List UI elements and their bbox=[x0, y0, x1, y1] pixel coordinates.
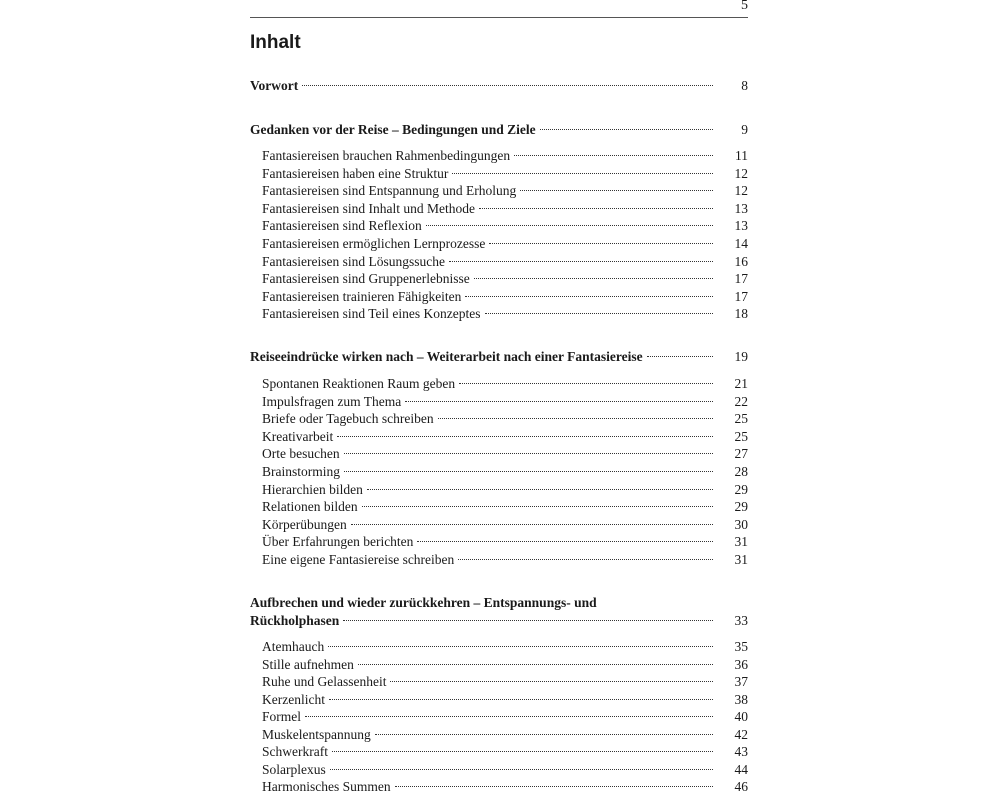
toc-item-label: Solarplexus bbox=[262, 761, 326, 777]
toc-entry-vorwort bbox=[250, 77, 748, 95]
dot-leader bbox=[358, 664, 713, 665]
dot-leader bbox=[328, 646, 713, 647]
toc-section-label: Gedanken vor der Reise – Bedingungen und Ziele bbox=[250, 122, 536, 137]
toc-section-3-line1: Aufbrechen und wieder zurückkehren – Entspannungs- und bbox=[250, 595, 597, 610]
toc-page-number: 33 bbox=[734, 613, 748, 628]
toc-page-number: 18 bbox=[734, 306, 748, 322]
toc-item bbox=[262, 375, 748, 393]
toc-page bbox=[250, 0, 748, 800]
toc-item bbox=[262, 235, 748, 253]
toc-item-label: Fantasiereisen sind Entspannung und Erholung bbox=[262, 183, 517, 199]
toc-item-label: Harmonisches Summen bbox=[262, 779, 391, 794]
toc-item-label: Kerzenlicht bbox=[262, 691, 325, 707]
toc-page-number: 17 bbox=[734, 271, 748, 287]
toc-item bbox=[262, 691, 748, 709]
toc-item bbox=[262, 200, 748, 218]
dot-leader bbox=[520, 190, 713, 191]
toc-item-label: Atemhauch bbox=[262, 639, 325, 654]
toc-item bbox=[262, 165, 748, 183]
toc-item-label: Fantasiereisen sind Teil eines Konzeptes bbox=[262, 306, 481, 322]
toc-page-number: 42 bbox=[734, 726, 748, 742]
toc-page-number: 25 bbox=[734, 428, 748, 444]
toc-page-number: 12 bbox=[734, 165, 748, 181]
toc-item-label: Eine eigene Fantasiereise schreiben bbox=[262, 552, 455, 567]
toc-page-number: 43 bbox=[734, 744, 748, 759]
toc-item bbox=[262, 217, 748, 235]
toc-page-number: 13 bbox=[734, 218, 748, 234]
toc-page-number: 14 bbox=[734, 236, 748, 251]
toc-section-label: Rückholphasen bbox=[250, 613, 340, 628]
dot-leader bbox=[329, 699, 713, 700]
dot-leader bbox=[390, 681, 713, 682]
toc-page-number: 13 bbox=[734, 200, 748, 216]
toc-item bbox=[262, 253, 748, 271]
dot-leader bbox=[485, 313, 714, 314]
toc-item-label: Schwerkraft bbox=[262, 744, 328, 759]
toc-item bbox=[262, 516, 748, 534]
toc-page-number: 21 bbox=[734, 376, 748, 391]
dot-leader bbox=[647, 356, 713, 357]
toc-item bbox=[262, 393, 748, 411]
toc-item-label: Brainstorming bbox=[262, 464, 340, 479]
dot-leader bbox=[438, 418, 713, 419]
toc-page-number: 31 bbox=[734, 552, 748, 567]
toc-item-label: Orte besuchen bbox=[262, 446, 340, 462]
toc-item-label: Hierarchien bilden bbox=[262, 481, 363, 497]
toc-item bbox=[262, 708, 748, 726]
dot-leader bbox=[305, 716, 713, 717]
toc-item-label: Über Erfahrungen berichten bbox=[262, 534, 414, 550]
toc-item-label: Fantasiereisen sind Gruppenerlebnisse bbox=[262, 271, 470, 287]
toc-page-number: 8 bbox=[741, 78, 748, 93]
toc-item-label: Fantasiereisen sind Inhalt und Methode bbox=[262, 200, 475, 216]
toc-section-label: Reiseeindrücke wirken nach – Weiterarbeit nach einer Fantasiereise bbox=[250, 349, 643, 364]
dot-leader bbox=[351, 524, 713, 525]
toc-item-label: Fantasiereisen brauchen Rahmenbedingungen bbox=[262, 148, 511, 163]
dot-leader bbox=[367, 489, 713, 490]
dot-leader bbox=[344, 471, 713, 472]
dot-leader bbox=[514, 155, 713, 156]
toc-item bbox=[262, 410, 748, 428]
toc-item-label: Fantasiereisen sind Lösungssuche bbox=[262, 253, 445, 269]
dot-leader bbox=[330, 769, 713, 770]
header-rule bbox=[250, 17, 748, 18]
dot-leader bbox=[332, 751, 713, 752]
toc-item bbox=[262, 498, 748, 516]
toc-item-label: Spontanen Reaktionen Raum geben bbox=[262, 376, 456, 391]
toc-page-number: 29 bbox=[734, 481, 748, 497]
toc-page-number: 38 bbox=[734, 691, 748, 707]
toc-page-number: 9 bbox=[741, 122, 748, 137]
toc-page-number: 46 bbox=[734, 779, 748, 794]
toc-item bbox=[262, 673, 748, 691]
toc-item-label: Formel bbox=[262, 709, 301, 724]
toc-page-number: 25 bbox=[734, 411, 748, 427]
toc-item bbox=[262, 445, 748, 463]
dot-leader bbox=[449, 261, 713, 262]
toc-page-number: 28 bbox=[734, 464, 748, 479]
dot-leader bbox=[395, 786, 713, 787]
toc-item bbox=[262, 551, 748, 569]
toc-page-number: 16 bbox=[734, 253, 748, 269]
toc-entry-label: Vorwort bbox=[250, 78, 299, 93]
toc-page-number: 29 bbox=[734, 499, 748, 515]
toc-item-label: Fantasiereisen sind Reflexion bbox=[262, 218, 422, 234]
dot-leader bbox=[405, 401, 713, 402]
toc-item bbox=[262, 533, 748, 551]
toc-page-number: 11 bbox=[735, 148, 748, 163]
toc-item-label: Relationen bilden bbox=[262, 499, 358, 515]
toc-item-label: Fantasiereisen haben eine Struktur bbox=[262, 165, 449, 181]
toc-page-number: 17 bbox=[734, 288, 748, 304]
toc-item bbox=[262, 305, 748, 323]
page-number: 5 bbox=[741, 0, 748, 13]
dot-leader bbox=[540, 129, 713, 130]
toc-item-label: Muskelentspannung bbox=[262, 726, 371, 742]
dot-leader bbox=[417, 541, 713, 542]
toc-item bbox=[262, 778, 748, 796]
toc-page-number: 19 bbox=[734, 349, 748, 364]
toc-item bbox=[262, 743, 748, 761]
dot-leader bbox=[375, 734, 713, 735]
dot-leader bbox=[343, 620, 713, 621]
toc-page-number: 31 bbox=[734, 534, 748, 550]
toc-page-number: 35 bbox=[734, 639, 748, 654]
toc-item-label: Körperübungen bbox=[262, 516, 347, 532]
toc-item bbox=[262, 428, 748, 446]
dot-leader bbox=[337, 436, 713, 437]
toc-item-label: Kreativarbeit bbox=[262, 428, 334, 444]
toc-page-number: 36 bbox=[734, 656, 748, 672]
toc-item bbox=[262, 182, 748, 200]
toc-page-number: 12 bbox=[734, 183, 748, 199]
dot-leader bbox=[452, 173, 713, 174]
toc-page-number: 27 bbox=[734, 446, 748, 462]
toc-item-label: Fantasiereisen trainieren Fähigkeiten bbox=[262, 288, 462, 304]
dot-leader bbox=[302, 85, 713, 86]
dot-leader bbox=[426, 225, 713, 226]
dot-leader bbox=[479, 208, 713, 209]
toc-item-label: Briefe oder Tagebuch schreiben bbox=[262, 411, 434, 427]
toc-item-label: Ruhe und Gelassenheit bbox=[262, 674, 387, 689]
dot-leader bbox=[362, 506, 713, 507]
toc-item-label: Fantasiereisen ermöglichen Lernprozesse bbox=[262, 236, 486, 251]
dot-leader bbox=[489, 243, 713, 244]
page-title: Inhalt bbox=[250, 32, 301, 53]
toc-item bbox=[262, 288, 748, 306]
toc-item-label: Impulsfragen zum Thema bbox=[262, 393, 402, 409]
toc-section-1 bbox=[250, 121, 748, 139]
toc-item bbox=[262, 481, 748, 499]
toc-item bbox=[262, 761, 748, 779]
toc-item bbox=[262, 147, 748, 165]
toc-item bbox=[262, 656, 748, 674]
toc-page-number: 30 bbox=[734, 516, 748, 532]
toc-item bbox=[262, 463, 748, 481]
toc-section-3 bbox=[250, 612, 748, 630]
toc-item bbox=[262, 638, 748, 656]
dot-leader bbox=[465, 296, 713, 297]
toc-page-number: 44 bbox=[734, 761, 748, 777]
toc-section-2 bbox=[250, 348, 748, 366]
toc-item bbox=[262, 726, 748, 744]
dot-leader bbox=[458, 559, 713, 560]
dot-leader bbox=[344, 453, 713, 454]
dot-leader bbox=[459, 383, 713, 384]
toc-item bbox=[262, 270, 748, 288]
toc-item-label: Stille aufnehmen bbox=[262, 656, 354, 672]
dot-leader bbox=[474, 278, 713, 279]
toc-page-number: 22 bbox=[734, 393, 748, 409]
toc-page-number: 40 bbox=[734, 709, 748, 724]
toc-page-number: 37 bbox=[734, 674, 748, 689]
